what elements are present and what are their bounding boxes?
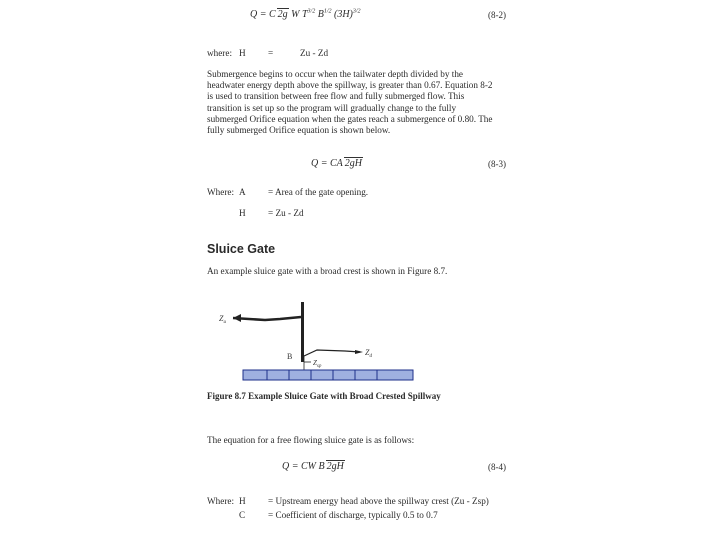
equation-8-4-number: (8-4) bbox=[488, 462, 506, 472]
eq-8-2-radicand: 2g bbox=[277, 9, 288, 20]
zu-marker bbox=[233, 314, 241, 322]
where-definition-1: Zu - Zd bbox=[300, 48, 329, 58]
paragraph-1-line: submerged Orifice equation when the gates reach a submergence of 0.80. The bbox=[207, 113, 493, 124]
label-zsp: $Z_{sp}$ bbox=[313, 359, 322, 369]
label-zu: $Z_u$ bbox=[219, 314, 226, 325]
paragraph-free-flow: The equation for a free flowing sluice gate is as follows: bbox=[207, 435, 415, 445]
eq-8-3-radicand: 2gH bbox=[344, 158, 362, 169]
equation-8-4 bbox=[282, 460, 345, 472]
paragraph-submergence bbox=[207, 69, 517, 136]
paragraph-1-line: headwater energy depth above the spillway, is greater than 0.67. Equation 8-2 bbox=[207, 80, 493, 91]
section-heading-sluice-gate: Sluice Gate bbox=[207, 242, 276, 256]
where-symbol-h2: H bbox=[239, 208, 246, 218]
eq-8-2-exp3: 3/2 bbox=[352, 8, 361, 15]
paragraph-1-line: Submergence begins to occur when the tailwater depth divided by the bbox=[207, 69, 463, 79]
where-equals: = bbox=[268, 48, 274, 58]
equation-8-2-number: (8-2) bbox=[488, 10, 506, 20]
eq-8-2-3h: (3H) bbox=[331, 9, 353, 20]
where-label-2: Where: bbox=[207, 187, 235, 197]
eq-8-3-lhs: Q = CA bbox=[311, 158, 343, 169]
paragraph-example: An example sluice gate with a broad crest is shown in Figure 8.7. bbox=[207, 266, 448, 276]
eq-8-2-b: B bbox=[315, 9, 324, 20]
where-definition-c: = Coefficient of discharge, typically 0.5 to 0.7 bbox=[268, 510, 438, 520]
gate-plate bbox=[301, 302, 304, 362]
where-definition-h3: = Upstream energy head above the spillway crest (Zu - Zsp) bbox=[268, 496, 489, 506]
eq-8-4-radicand: 2gH bbox=[326, 461, 344, 472]
where-symbol-h3: H bbox=[239, 496, 246, 506]
where-label-1: where: bbox=[207, 48, 232, 58]
where-symbol-a: A bbox=[239, 187, 246, 197]
equation-8-3 bbox=[311, 157, 363, 169]
spillway-crest bbox=[243, 370, 413, 380]
eq-8-2-exp1: 3/2 bbox=[307, 8, 316, 15]
paragraph-1-line: is used to transition between free flow and fully submerged flow. This bbox=[207, 91, 465, 102]
where-label-3: Where: bbox=[207, 496, 235, 506]
paragraph-1-line: fully submerged Orifice equation is shown below. bbox=[207, 125, 391, 136]
where-symbol-h: H bbox=[239, 48, 246, 58]
eq-8-2-exp2: 1/2 bbox=[323, 8, 332, 15]
where-definition-h2: = Zu - Zd bbox=[268, 208, 304, 218]
eq-8-2-wt: W T bbox=[291, 9, 308, 20]
label-zd: $Z_d$ bbox=[365, 348, 372, 359]
eq-8-4-lhs: Q = CW B bbox=[282, 461, 325, 472]
figure-sluice-gate bbox=[205, 296, 485, 384]
label-b: B bbox=[287, 352, 293, 361]
equation-8-2 bbox=[250, 8, 361, 20]
eq-8-2-lhs: Q = C bbox=[250, 9, 276, 20]
upstream-water-surface bbox=[233, 317, 301, 320]
figure-caption: Figure 8.7 Example Sluice Gate with Broad Crested Spillway bbox=[207, 391, 441, 401]
where-symbol-c: C bbox=[239, 510, 246, 520]
zd-marker bbox=[355, 350, 363, 354]
where-definition-a: = Area of the gate opening. bbox=[268, 187, 369, 197]
paragraph-1-line: transition is set up so the program will gradually change to the fully bbox=[207, 102, 457, 113]
equation-8-3-number: (8-3) bbox=[488, 159, 506, 169]
downstream-water-surface bbox=[304, 350, 360, 356]
